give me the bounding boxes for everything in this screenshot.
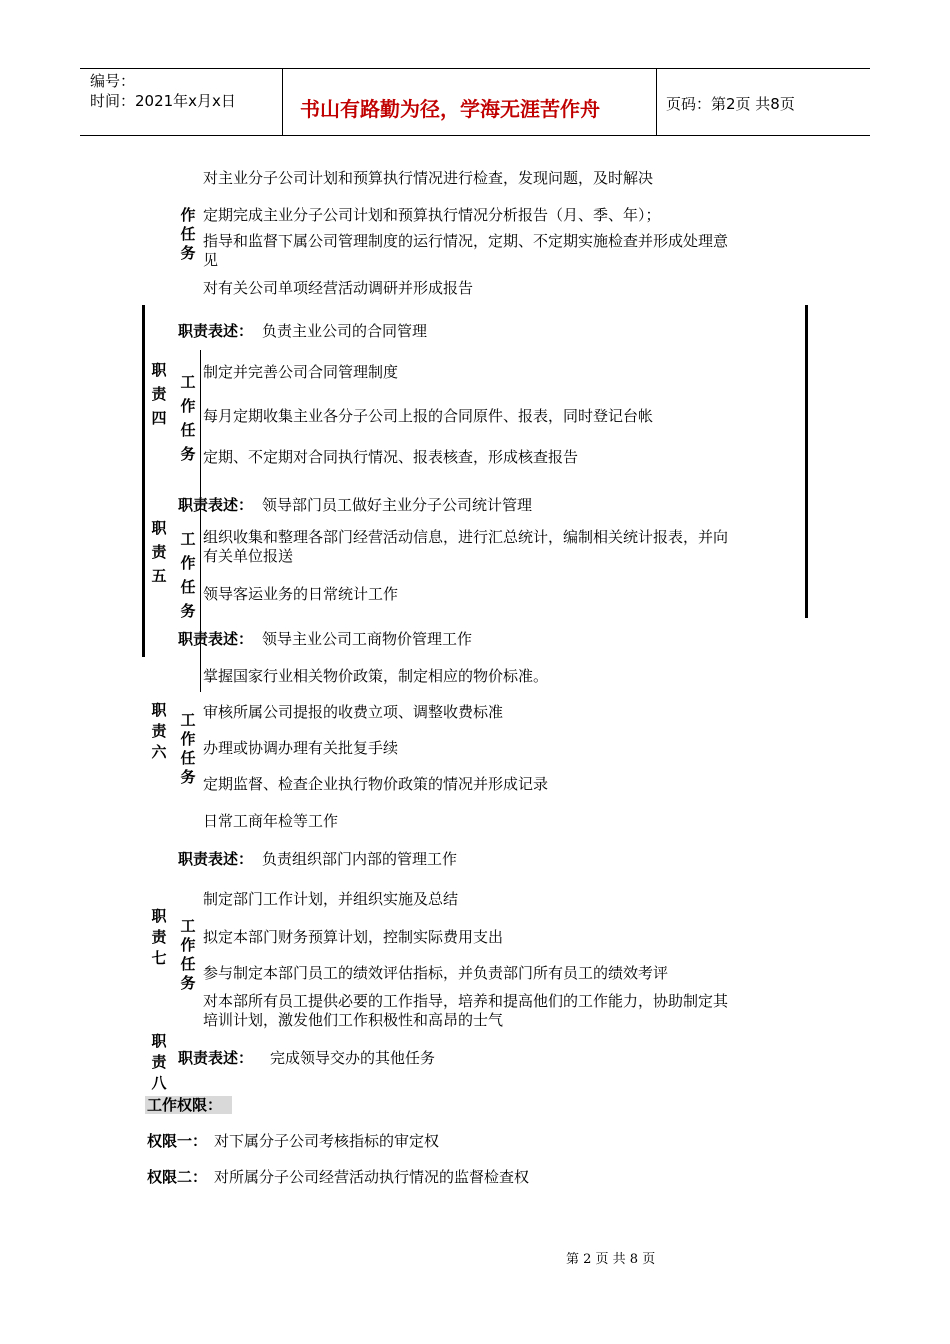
duty7-task-3: 对本部所有员工提供必要的工作指导，培养和提高他们的工作能力，协助制定其 [203, 992, 729, 1010]
duty5-label-char-0: 职 [151, 519, 167, 537]
duty4-task-char-1: 作 [180, 397, 196, 415]
duty7-label-char-0: 职 [151, 907, 167, 925]
authority-item-1-label: 权限二： [147, 1168, 208, 1186]
duty5-task-0: 组织收集和整理各部门经营活动信息，进行汇总统计，编制相关统计报表，并向 [203, 528, 729, 546]
duty8-desc: 完成领导交办的其他任务 [270, 1049, 436, 1067]
duty7-task-char-0: 工 [180, 917, 196, 935]
duty5-label-char-2: 五 [151, 567, 167, 585]
duty6-task-char-0: 工 [180, 711, 196, 729]
duty4-task-char-0: 工 [180, 373, 196, 391]
serial-label: 编号： [90, 72, 136, 90]
duty6-task-char-1: 作 [180, 730, 196, 748]
duty4-label-char-1: 责 [151, 385, 167, 403]
authority-item-0-label: 权限一： [147, 1132, 208, 1150]
header-divider-right [656, 68, 657, 136]
duty7-label-char-1: 责 [151, 928, 167, 946]
duty6-task-3: 定期监督、检查企业执行物价政策的情况并形成记录 [203, 775, 549, 793]
duty5-desc: 领导部门员工做好主业分子公司统计管理 [262, 496, 533, 514]
duty7-desc-label: 职责表述： [178, 850, 254, 868]
prev-task-4: 对有关公司单项经营活动调研并形成报告 [203, 279, 474, 297]
duty5-task-char-0: 工 [180, 530, 196, 548]
duty7-label-char-2: 七 [151, 949, 167, 967]
duty7-task-1: 拟定本部门财务预算计划，控制实际费用支出 [203, 928, 504, 946]
duty4-label-char-0: 职 [151, 361, 167, 379]
box-right-border [805, 305, 808, 618]
duty7-task-0: 制定部门工作计划，并组织实施及总结 [203, 890, 459, 908]
slogan: 书山有路勤为径，学海无涯苦作舟 [300, 97, 600, 121]
box-left-border [142, 305, 145, 657]
duty6-label-char-0: 职 [151, 701, 167, 719]
duty6-desc: 领导主业公司工商物价管理工作 [262, 630, 473, 648]
prev-task-0: 对主业分子公司计划和预算执行情况进行检查，发现问题，及时解决 [203, 169, 654, 187]
duty7-task-2: 参与制定本部门员工的绩效评估指标，并负责部门所有员工的绩效考评 [203, 964, 669, 982]
duty4-task-2: 定期、不定期对合同执行情况、报表核查，形成核查报告 [203, 448, 579, 466]
duty8-desc-label: 职责表述： [178, 1049, 254, 1067]
duty4-label-char-2: 四 [151, 409, 167, 427]
duty5-task-char-3: 务 [180, 602, 196, 620]
duty6-label-char-2: 六 [151, 743, 167, 761]
duty6-task-4: 日常工商年检等工作 [203, 812, 339, 830]
prev-task-3: 见 [203, 251, 219, 269]
duty7-task-4: 培训计划，激发他们工作积极性和高昂的士气 [203, 1011, 504, 1029]
duty6-task-0: 掌握国家行业相关物价政策，制定相应的物价标准。 [203, 667, 549, 685]
prev-side-char-2: 务 [180, 244, 196, 262]
time-label: 时间：2021年x月x日 [90, 92, 236, 110]
duty6-task-1: 审核所属公司提报的收费立项、调整收费标准 [203, 703, 504, 721]
authority-item-1-text: 对所属分子公司经营活动执行情况的监督检查权 [214, 1168, 530, 1186]
duty7-task-char-3: 务 [180, 974, 196, 992]
prev-task-2: 指导和监督下属公司管理制度的运行情况，定期、不定期实施检查并形成处理意 [203, 232, 729, 250]
authority-heading: 工作权限： [145, 1096, 232, 1114]
prev-side-char-0: 作 [180, 206, 196, 224]
header-divider-left [282, 68, 283, 136]
header-bottom-line [80, 135, 870, 136]
duty5-label-char-1: 责 [151, 543, 167, 561]
duty8-label-char-1: 责 [151, 1053, 167, 1071]
duty8-label-char-0: 职 [151, 1032, 167, 1050]
duty5-task-1: 有关单位报送 [203, 547, 294, 565]
duty6-label-char-1: 责 [151, 722, 167, 740]
duty7-task-char-2: 任 [180, 955, 196, 973]
duty4-task-0: 制定并完善公司合同管理制度 [203, 363, 399, 381]
duty4-desc: 负责主业公司的合同管理 [262, 322, 428, 340]
duty6-task-char-2: 任 [180, 749, 196, 767]
page-info: 页码：第2页 共8页 [666, 95, 795, 113]
authority-item-0-text: 对下属分子公司考核指标的审定权 [214, 1132, 440, 1150]
duty6-task-2: 办理或协调办理有关批复手续 [203, 739, 399, 757]
duty6-desc-label: 职责表述： [178, 630, 254, 648]
duty5-task-2: 领导客运业务的日常统计工作 [203, 585, 399, 603]
prev-task-1: 定期完成主业分子公司计划和预算执行情况分析报告（月、季、年）； [203, 206, 661, 224]
duty4-task-char-3: 务 [180, 445, 196, 463]
duty5-task-char-2: 任 [180, 578, 196, 596]
header-top-line [80, 68, 870, 69]
prev-side-char-1: 任 [180, 225, 196, 243]
duty4-task-char-2: 任 [180, 421, 196, 439]
duty8-label-char-2: 八 [151, 1074, 167, 1092]
duty5-task-char-1: 作 [180, 554, 196, 572]
duty5-desc-label: 职责表述： [178, 496, 254, 514]
footer-page-number: 第 2 页 共 8 页 [566, 1252, 656, 1267]
duty7-task-char-1: 作 [180, 936, 196, 954]
duty4-task-1: 每月定期收集主业各分子公司上报的合同原件、报表，同时登记台帐 [203, 407, 654, 425]
duty6-task-char-3: 务 [180, 768, 196, 786]
duty4-desc-label: 职责表述： [178, 322, 254, 340]
duty7-desc: 负责组织部门内部的管理工作 [262, 850, 458, 868]
